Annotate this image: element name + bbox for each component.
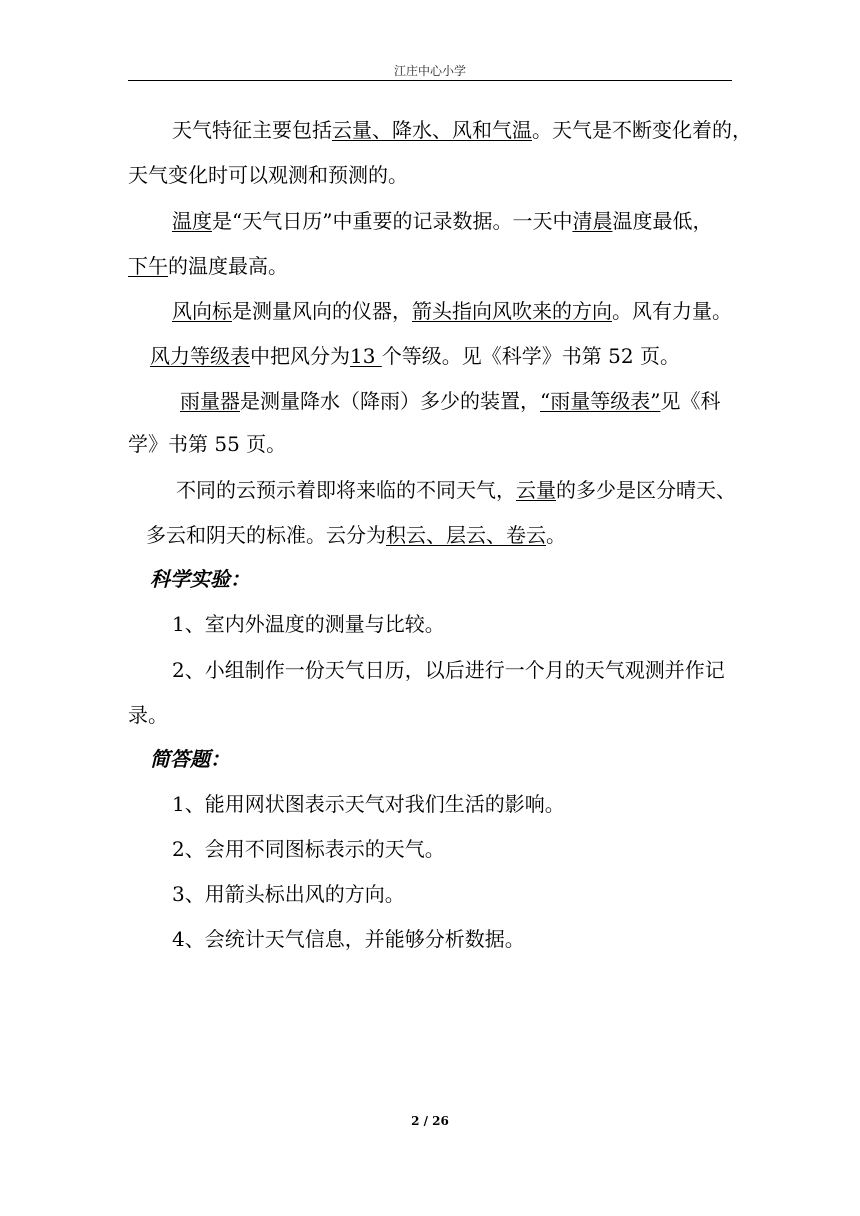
experiment-item-2-line1: 2、小组制作一份天气日历，以后进行一个月的天气观测并作记 bbox=[172, 658, 725, 682]
text: 是“天气日历”中重要的记录数据。一天中 bbox=[212, 209, 573, 233]
text: 。 bbox=[546, 523, 566, 547]
underlined-term: “雨量等级表” bbox=[540, 389, 661, 413]
underlined-term: 云量 bbox=[516, 478, 556, 502]
text: 。天气是不断变化着的， bbox=[532, 118, 752, 142]
text: 多云和阴天的标准。云分为 bbox=[146, 523, 386, 547]
p1-line1 bbox=[172, 118, 752, 142]
underlined-number: 13 bbox=[350, 344, 382, 368]
text: 天气特征主要包括 bbox=[172, 118, 332, 142]
qa-item-1: 1、能用网状图表示天气对我们生活的影响。 bbox=[172, 792, 565, 816]
qa-item-4: 4、会统计天气信息，并能够分析数据。 bbox=[172, 927, 525, 951]
p4-line2: 学》书第 55 页。 bbox=[128, 432, 287, 456]
page-number: 2 / 26 bbox=[411, 1114, 449, 1128]
experiment-heading: 科学实验： bbox=[150, 567, 250, 591]
text: 的温度最高。 bbox=[168, 254, 288, 278]
text: 的多少是区分晴天、 bbox=[556, 478, 736, 502]
experiment-item-2-line2: 录。 bbox=[128, 703, 168, 727]
page-header: 江庄中心小学 bbox=[393, 64, 466, 78]
p5-line1 bbox=[176, 478, 736, 502]
p5-line2 bbox=[146, 523, 566, 547]
p2-line1 bbox=[172, 209, 712, 233]
underlined-term: 下午 bbox=[128, 254, 168, 278]
text: 中把风分为 bbox=[250, 344, 350, 368]
underlined-term: 温度 bbox=[172, 209, 212, 233]
underlined-term: 清晨 bbox=[572, 209, 613, 233]
underlined-term: 风向标 bbox=[172, 299, 232, 323]
underlined-term: 风力等级表 bbox=[150, 344, 250, 368]
underlined-term: 积云、层云、卷云 bbox=[386, 523, 546, 547]
p2-line2 bbox=[128, 254, 288, 278]
qa-item-2: 2、会用不同图标表示的天气。 bbox=[172, 837, 445, 861]
underlined-term: 雨量器 bbox=[180, 389, 240, 413]
qa-item-3: 3、用箭头标出风的方向。 bbox=[172, 882, 405, 906]
text: 是测量风向的仪器， bbox=[232, 299, 412, 323]
qa-heading: 简答题： bbox=[150, 747, 230, 771]
text: 是测量降水（降雨）多少的装置， bbox=[240, 389, 540, 413]
underlined-term: 箭头指向风吹来的方向 bbox=[412, 299, 612, 323]
header-rule bbox=[128, 80, 732, 81]
text: 见《科 bbox=[660, 389, 721, 413]
p3-line1 bbox=[172, 299, 732, 323]
p1-line2: 天气变化时可以观测和预测的。 bbox=[128, 163, 408, 187]
text: 。风有力量。 bbox=[612, 299, 732, 323]
p4-line1 bbox=[180, 389, 720, 413]
p3-line2 bbox=[150, 344, 680, 368]
text: 个等级。见《科学》书第 52 页。 bbox=[381, 344, 680, 368]
text: 不同的云预示着即将来临的不同天气， bbox=[176, 478, 516, 502]
experiment-item-1: 1、室内外温度的测量与比较。 bbox=[172, 612, 445, 636]
underlined-term: 云量、降水、风和气温 bbox=[332, 118, 532, 142]
text: 温度最低， bbox=[612, 209, 713, 233]
